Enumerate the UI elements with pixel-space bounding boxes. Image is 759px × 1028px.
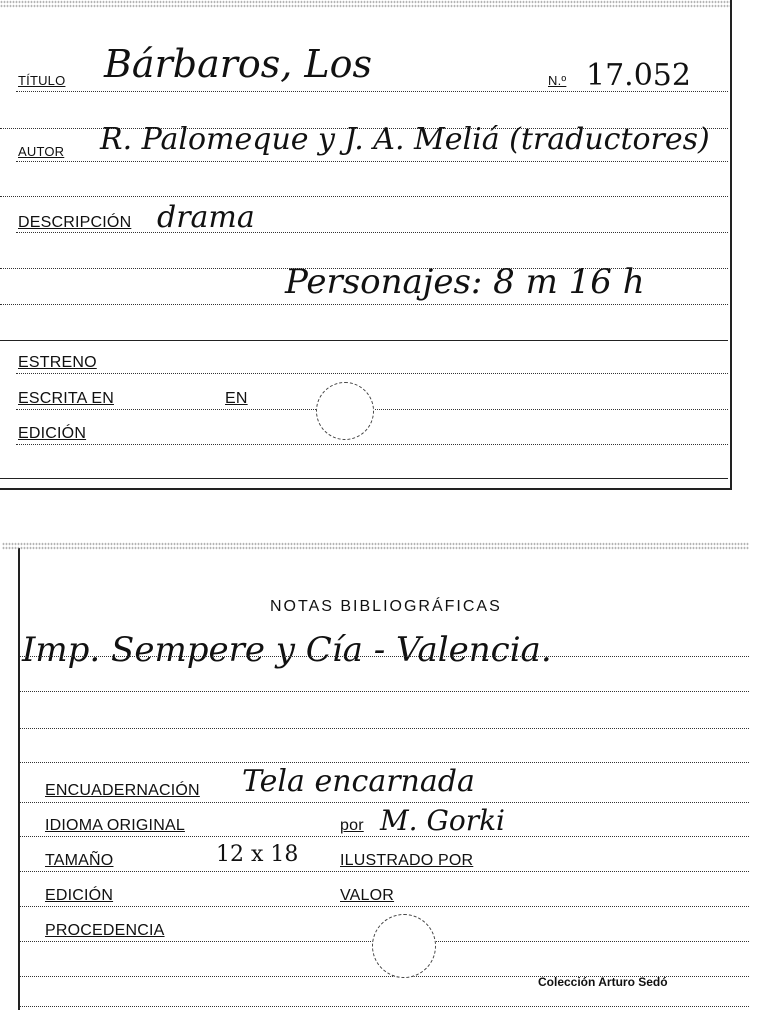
descripcion-rule xyxy=(16,232,728,233)
rule xyxy=(20,762,749,763)
escrita-en-label: ESCRITA EN xyxy=(18,390,114,407)
rule xyxy=(20,728,749,729)
punch-hole xyxy=(372,914,436,978)
estreno-label: ESTRENO xyxy=(18,354,97,371)
titulo-value: Bárbaros, Los xyxy=(104,42,373,86)
catalog-card-back xyxy=(18,548,749,1010)
bottom-rule xyxy=(20,1006,749,1007)
card-top-edge-texture xyxy=(2,542,749,550)
tamano-value: 12 x 18 xyxy=(216,842,299,867)
encuadernacion-value: Tela encarnada xyxy=(242,764,475,799)
estreno-rule xyxy=(16,373,728,374)
card-top-edge-texture xyxy=(0,0,730,8)
descripcion-label: DESCRIPCIÓN xyxy=(18,214,132,231)
encuadernacion-rule xyxy=(20,802,749,803)
idioma-original-label: IDIOMA ORIGINAL xyxy=(45,817,185,834)
rule xyxy=(0,196,728,197)
punch-hole xyxy=(316,382,374,440)
catalog-card-front xyxy=(0,0,732,490)
tamano-rule xyxy=(20,871,749,872)
autor-rule xyxy=(16,161,728,162)
rule xyxy=(0,304,728,305)
rule xyxy=(20,691,749,692)
en-label: EN xyxy=(225,390,248,407)
autor-label: AUTOR xyxy=(18,144,65,159)
descripcion-value: drama xyxy=(157,200,255,235)
encuadernacion-label: ENCUADERNACIÓN xyxy=(45,782,200,799)
edicion-label: EDICIÓN xyxy=(45,887,114,904)
notas-heading: NOTAS BIBLIOGRÁFICAS xyxy=(270,598,502,615)
por-label: por xyxy=(340,817,364,834)
bottom-rule xyxy=(0,478,728,479)
valor-label: VALOR xyxy=(340,887,395,904)
edicion-rule xyxy=(20,906,749,907)
collection-stamp: Colección Arturo Sedó xyxy=(538,975,668,989)
autor-value: R. Palomeque y J. A. Meliá (traductores) xyxy=(100,122,710,157)
tamano-label: TAMAÑO xyxy=(45,852,114,869)
titulo-label: TÍTULO xyxy=(18,73,66,88)
procedencia-label: PROCEDENCIA xyxy=(45,922,165,939)
idioma-value: M. Gorki xyxy=(380,804,506,837)
notas-value: Imp. Sempere y Cía - Valencia. xyxy=(22,630,552,670)
edicion-rule xyxy=(16,444,728,445)
edicion-label: EDICIÓN xyxy=(18,425,87,442)
notas-rule xyxy=(20,656,749,657)
numero-value: 17.052 xyxy=(586,58,691,93)
ilustrado-por-label: ILUSTRADO POR xyxy=(340,852,474,869)
numero-label: N.º xyxy=(548,73,567,88)
section-rule xyxy=(0,340,728,341)
personajes-value: Personajes: 8 m 16 h xyxy=(285,262,645,302)
